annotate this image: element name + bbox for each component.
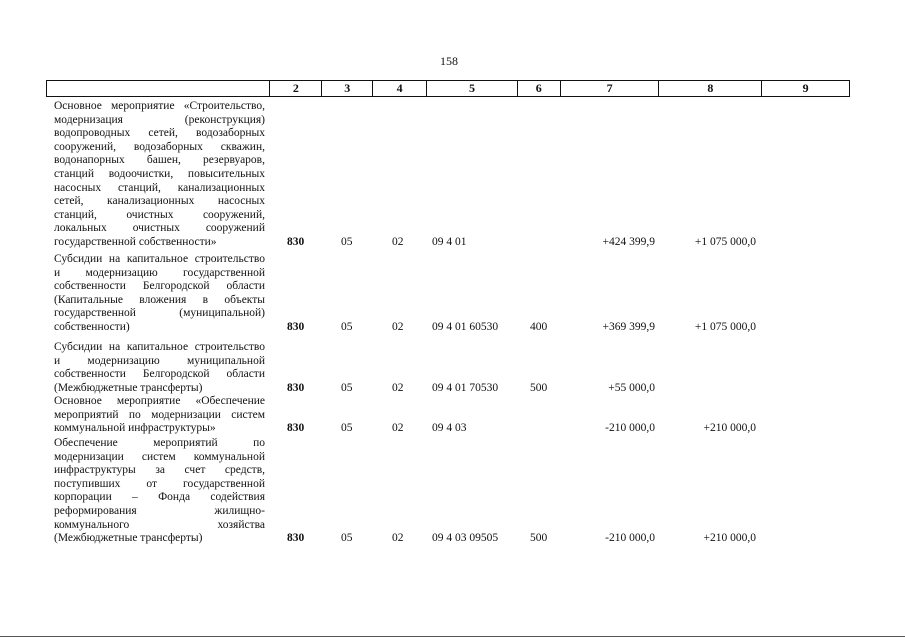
description-line: модернизации систем коммунальной bbox=[54, 450, 265, 463]
description-line: коммунальной инфраструктуры» bbox=[54, 422, 216, 435]
description-line: (Капитальные вложения в объекты bbox=[54, 293, 265, 306]
description-line: насосных станций, канализационных bbox=[54, 181, 265, 194]
expense-type-code: 500 bbox=[530, 532, 548, 545]
description-line: поступивших от государственной bbox=[54, 477, 265, 490]
description-line: мероприятий по модернизации систем bbox=[54, 408, 265, 421]
admin-code: 830 bbox=[287, 321, 305, 333]
section-code: 05 bbox=[341, 422, 353, 435]
row-description bbox=[54, 437, 265, 546]
description-line: Основное мероприятие «Строительство, bbox=[54, 100, 265, 112]
description-line: Обеспечение мероприятий по bbox=[54, 437, 265, 449]
description-line: водопроводных сетей, водозаборных bbox=[54, 127, 265, 140]
header-cell-3: 3 bbox=[322, 81, 373, 96]
expense-type-code: 500 bbox=[530, 381, 548, 394]
admin-code: 830 bbox=[287, 422, 305, 435]
admin-code: 830 bbox=[287, 532, 305, 545]
target-article-code: 09 4 01 70530 bbox=[432, 381, 499, 394]
header-cell-6: 6 bbox=[518, 81, 561, 96]
amount-col7: +55 000,0 bbox=[608, 381, 655, 394]
description-line: коммунального хозяйства bbox=[54, 518, 265, 531]
section-code: 05 bbox=[341, 321, 353, 333]
description-line: (Межбюджетные трансферты) bbox=[54, 532, 203, 545]
description-line: и модернизацию муниципальной bbox=[54, 354, 265, 367]
target-article-code: 09 4 01 60530 bbox=[432, 321, 499, 333]
target-article-code: 09 4 01 bbox=[432, 236, 467, 248]
description-line: станций водоочистки, повысительных bbox=[54, 167, 265, 180]
subsection-code: 02 bbox=[392, 532, 404, 545]
header-cell-9: 9 bbox=[802, 81, 809, 95]
subsection-code: 02 bbox=[392, 236, 404, 248]
description-line: государственной (муниципальной) bbox=[54, 307, 265, 320]
description-line: инфраструктуры за счет средств, bbox=[54, 464, 265, 477]
target-article-code: 09 4 03 09505 bbox=[432, 532, 499, 545]
description-line: и модернизацию государственной bbox=[54, 266, 265, 279]
header-cell-8: 8 bbox=[659, 81, 762, 96]
description-line: сооружений, водозаборных скважин, bbox=[54, 140, 265, 153]
description-line: собственности) bbox=[54, 320, 130, 333]
page-number: 158 bbox=[440, 54, 458, 68]
description-line: собственности Белгородской области bbox=[54, 368, 265, 381]
header-cell-7: 7 bbox=[561, 81, 660, 96]
subsection-code: 02 bbox=[392, 381, 404, 394]
bottom-rule bbox=[0, 636, 905, 637]
amount-col8: +1 075 000,0 bbox=[694, 236, 756, 248]
amount-col7: +424 399,9 bbox=[602, 236, 655, 248]
description-line: Субсидии на капитальное строительство bbox=[54, 253, 265, 265]
description-line: станций, очистных сооружений, bbox=[54, 208, 265, 221]
admin-code: 830 bbox=[287, 381, 305, 394]
row-description bbox=[54, 341, 265, 395]
description-line: Основное мероприятие «Обеспечение bbox=[54, 395, 265, 407]
description-line: (Межбюджетные трансферты) bbox=[54, 381, 203, 394]
description-line: корпорации – Фонда содействия bbox=[54, 491, 265, 504]
amount-col7: +369 399,9 bbox=[602, 321, 655, 333]
row-description bbox=[54, 100, 265, 250]
description-line: государственной собственности» bbox=[54, 235, 217, 248]
admin-code: 830 bbox=[287, 236, 305, 248]
row-description bbox=[54, 395, 265, 436]
header-cell-2: 2 bbox=[270, 81, 322, 96]
amount-col8: +1 075 000,0 bbox=[694, 321, 756, 333]
amount-col8: +210 000,0 bbox=[703, 422, 756, 435]
amount-col8: +210 000,0 bbox=[703, 532, 756, 545]
amount-col7: -210 000,0 bbox=[605, 532, 655, 545]
description-line: Субсидии на капитальное строительство bbox=[54, 341, 265, 353]
row-description bbox=[54, 253, 265, 335]
table-header bbox=[46, 80, 850, 97]
section-code: 05 bbox=[341, 381, 353, 394]
description-line: водонапорных башен, резервуаров, bbox=[54, 154, 265, 167]
description-line: реформирования жилищно- bbox=[54, 504, 265, 517]
description-line: локальных очистных сооружений bbox=[54, 222, 265, 235]
header-cell-5: 5 bbox=[427, 81, 518, 96]
subsection-code: 02 bbox=[392, 321, 404, 333]
header-cell-1 bbox=[47, 81, 270, 96]
description-line: сетей, канализационных насосных bbox=[54, 195, 265, 208]
target-article-code: 09 4 03 bbox=[432, 422, 467, 435]
subsection-code: 02 bbox=[392, 422, 404, 435]
description-line: собственности Белгородской области bbox=[54, 280, 265, 293]
description-line: модернизация (реконструкция) bbox=[54, 113, 265, 126]
header-cell-4: 4 bbox=[373, 81, 427, 96]
section-code: 05 bbox=[341, 236, 353, 248]
section-code: 05 bbox=[341, 532, 353, 545]
amount-col7: -210 000,0 bbox=[605, 422, 655, 435]
expense-type-code: 400 bbox=[530, 321, 548, 333]
